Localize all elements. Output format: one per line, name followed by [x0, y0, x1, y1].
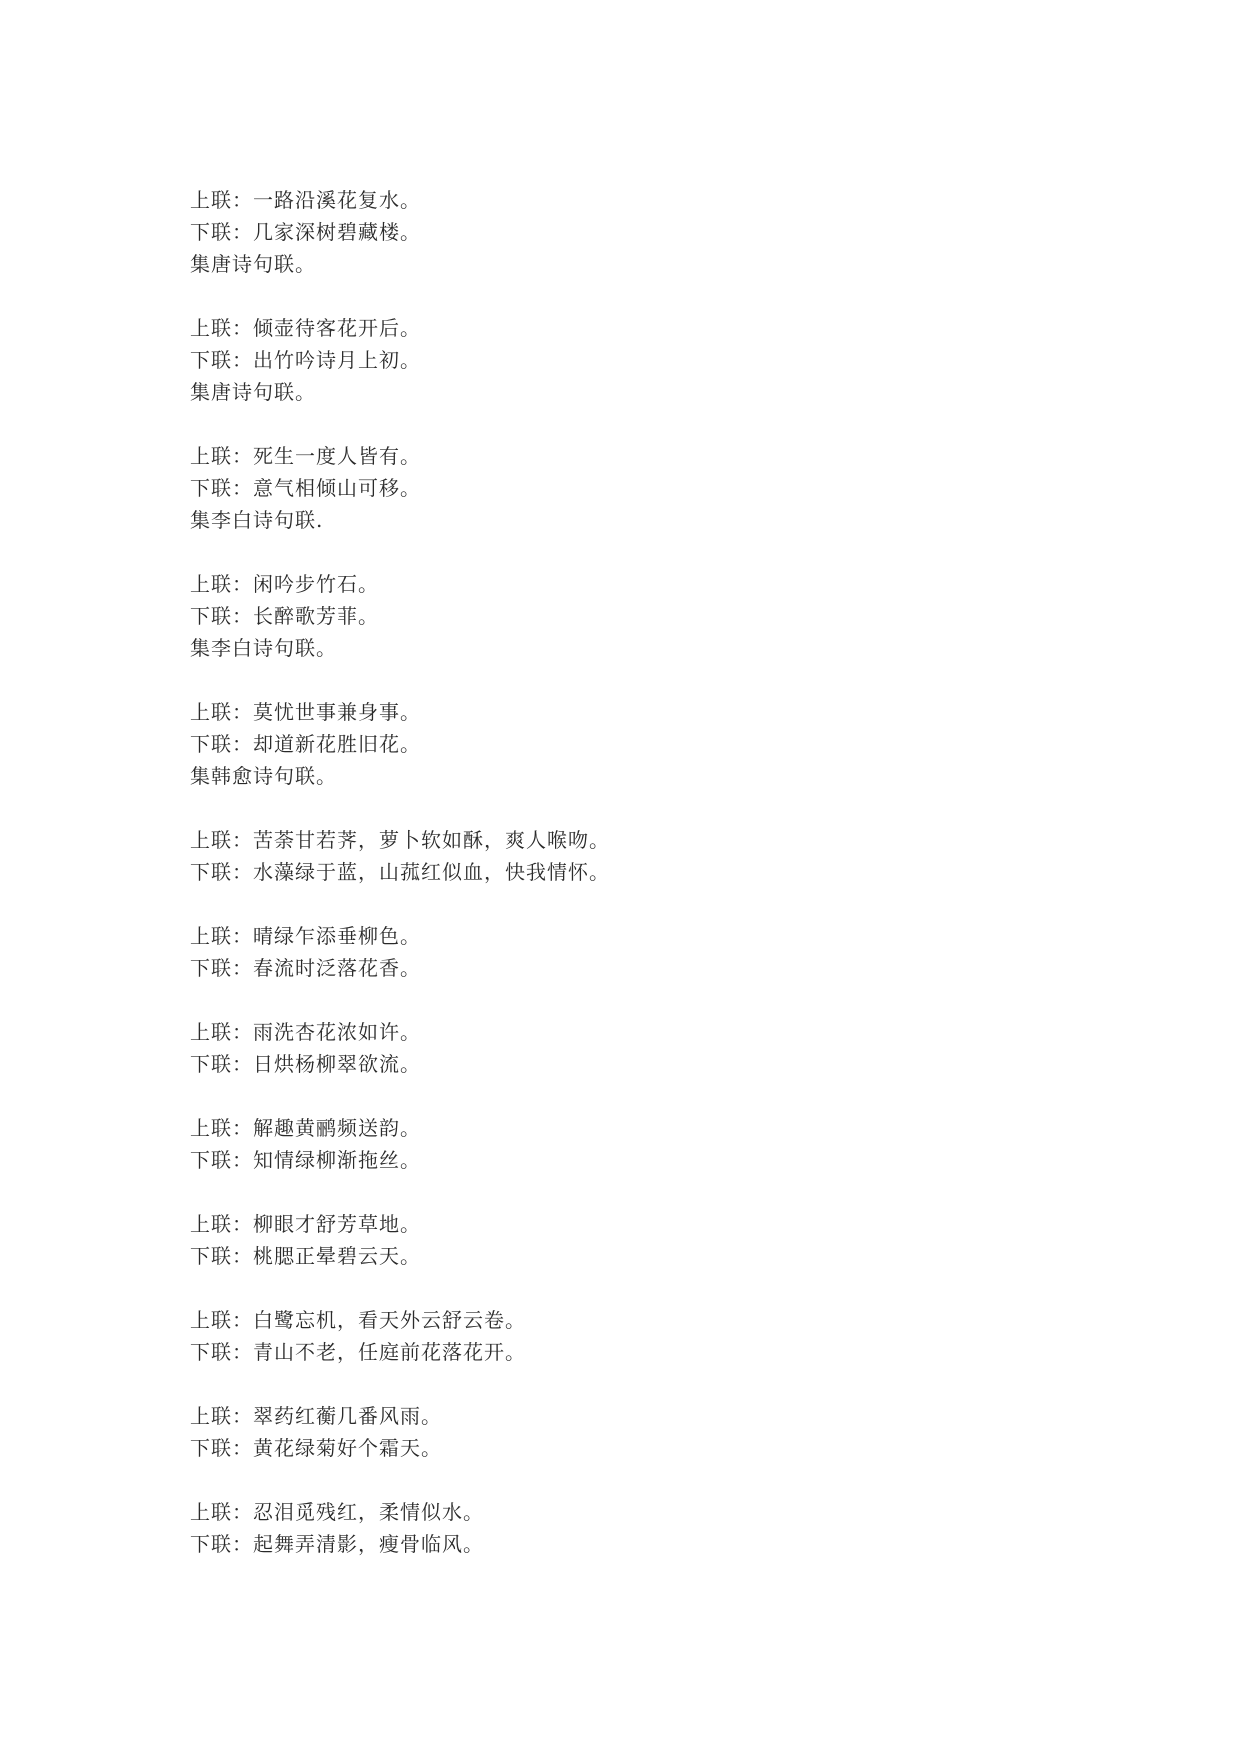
upper-line: 上联：白鹭忘机，看天外云舒云卷。	[190, 1308, 526, 1332]
upper-line: 上联：柳眼才舒芳草地。	[190, 1212, 421, 1236]
couplet-block	[190, 696, 1090, 792]
source-note: 集韩愈诗句联。	[190, 764, 337, 788]
couplet-block	[190, 1016, 1090, 1080]
couplet-block	[190, 440, 1090, 536]
source-note: 集李白诗句联。	[190, 636, 337, 660]
lower-line: 下联：长醉歌芳菲。	[190, 604, 379, 628]
lower-line: 下联：知情绿柳渐拖丝。	[190, 1148, 421, 1172]
upper-line: 上联：雨洗杏花浓如许。	[190, 1020, 421, 1044]
lower-line: 下联：日烘杨柳翠欲流。	[190, 1052, 421, 1076]
upper-line: 上联：闲吟步竹石。	[190, 572, 379, 596]
couplet-block	[190, 920, 1090, 984]
couplet-block	[190, 1304, 1090, 1368]
couplet-block	[190, 1496, 1090, 1560]
upper-line: 上联：苦荼甘若荠，萝卜软如酥，爽人喉吻。	[190, 828, 610, 852]
lower-line: 下联：桃腮正晕碧云天。	[190, 1244, 421, 1268]
upper-line: 上联：晴绿乍添垂柳色。	[190, 924, 421, 948]
upper-line: 上联：一路沿溪花复水。	[190, 188, 421, 212]
lower-line: 下联：几家深树碧藏楼。	[190, 220, 421, 244]
couplet-block	[190, 824, 1090, 888]
lower-line: 下联：却道新花胜旧花。	[190, 732, 421, 756]
source-note: 集李白诗句联.	[190, 508, 324, 532]
couplet-block	[190, 1400, 1090, 1464]
upper-line: 上联：翠药红蘅几番风雨。	[190, 1404, 442, 1428]
source-note: 集唐诗句联。	[190, 380, 316, 404]
couplet-block	[190, 1208, 1090, 1272]
upper-line: 上联：莫忧世事兼身事。	[190, 700, 421, 724]
lower-line: 下联：起舞弄清影，瘦骨临风。	[190, 1532, 484, 1556]
lower-line: 下联：黄花绿菊好个霜天。	[190, 1436, 442, 1460]
couplet-block	[190, 1112, 1090, 1176]
lower-line: 下联：春流时泛落花香。	[190, 956, 421, 980]
couplet-block	[190, 184, 1090, 280]
upper-line: 上联：死生一度人皆有。	[190, 444, 421, 468]
lower-line: 下联：意气相倾山可移。	[190, 476, 421, 500]
couplet-list	[190, 184, 1090, 1592]
lower-line: 下联：青山不老，任庭前花落花开。	[190, 1340, 526, 1364]
upper-line: 上联：倾壶待客花开后。	[190, 316, 421, 340]
upper-line: 上联：忍泪觅残红，柔情似水。	[190, 1500, 484, 1524]
lower-line: 下联：水藻绿于蓝，山菰红似血，快我情怀。	[190, 860, 610, 884]
upper-line: 上联：解趣黄鹂频送韵。	[190, 1116, 421, 1140]
lower-line: 下联：出竹吟诗月上初。	[190, 348, 421, 372]
couplet-block	[190, 312, 1090, 408]
source-note: 集唐诗句联。	[190, 252, 316, 276]
couplet-block	[190, 568, 1090, 664]
